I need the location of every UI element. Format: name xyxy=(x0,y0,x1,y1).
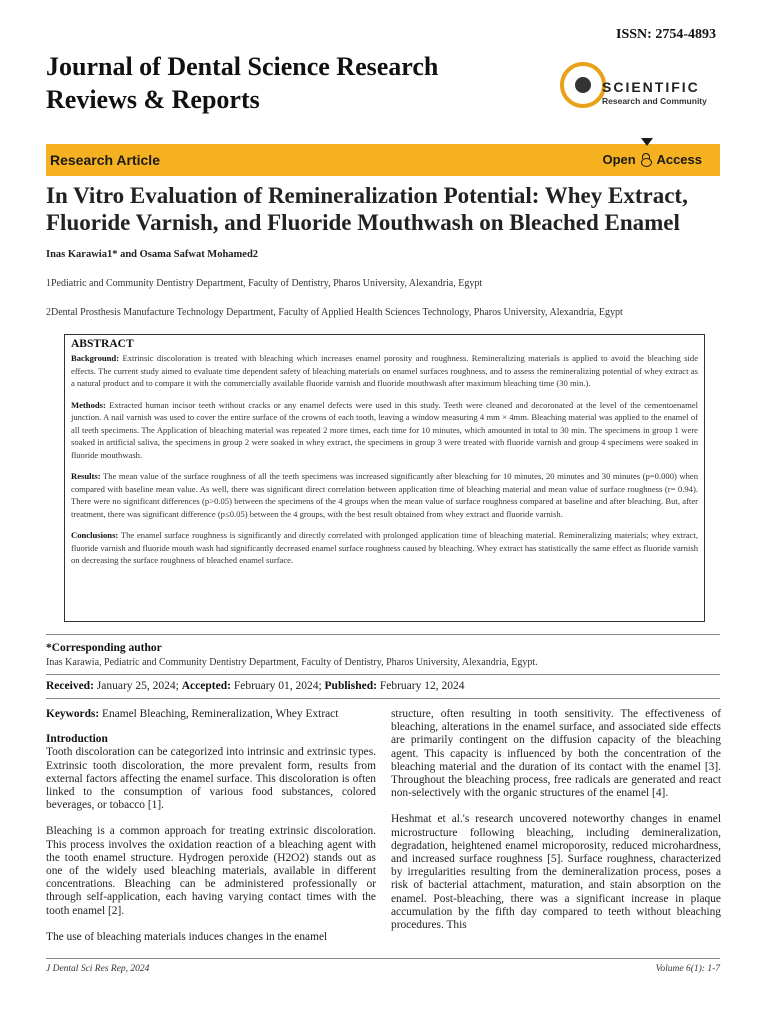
journal-title xyxy=(46,50,438,116)
journal-title-line1: Journal of Dental Science Research xyxy=(46,52,439,81)
published-label: Published: xyxy=(324,680,377,692)
open-label: Open xyxy=(602,152,636,167)
access-label: Access xyxy=(656,152,702,167)
body-paragraph: Heshmat et al.'s research uncovered noteworthy changes in enamel microstructure following bleaching, including demineralization, degradation, heightened enamel microporosity, reduced microhardness, and increased surface roughness [5]. Surface roughness, characterized by irregularities resulting from the demineralization process, poses a risk of bacterial attachment, maturation, and stain absorption on the enamel. Post-bleaching, there was a significant increase in plaque accumulation by the fifth day compared to teeth without bleaching procedures. This xyxy=(391,813,721,932)
divider xyxy=(46,698,720,699)
conclusions-label: Conclusions: xyxy=(71,530,119,540)
abstract-results xyxy=(71,470,698,520)
paper-title: In Vitro Evaluation of Remineralization Potential: Whey Extract, Fluoride Varnish, and Fluoride Mouthwash on Bleached Enamel xyxy=(46,183,688,235)
journal-title-line2: Reviews & Reports xyxy=(46,85,260,114)
logo-subtitle: Research and Community xyxy=(602,96,707,106)
received-label: Received: xyxy=(46,680,94,692)
intro-heading: Introduction xyxy=(46,733,108,746)
results-text: The mean value of the surface roughness of all the teeth specimens was increased significantly after bleaching for 10 minutes, 20 minutes and 30 minutes (p=0.000) when compared with baseline mean value. As well, there was significant direct correlation between application time of bleaching material and mean value of surface roughness (r= 0.94). There were no significant differences (p>0.05) between the specimens of the 4 groups when the mean value of surface roughness compared at baseline and after bleaching. But, after treatment, there was significant difference (p≤0.05) between the 4 groups, with the best result obtained from whey extract and fluoride varnish. xyxy=(71,471,698,519)
open-lock-icon xyxy=(641,153,651,165)
results-label: Results: xyxy=(71,471,101,481)
publisher-logo[interactable] xyxy=(558,60,733,110)
corresponding-text: Inas Karawia, Pediatric and Community Dentistry Department, Faculty of Dentistry, Pharos University, Alexandria, Egypt. xyxy=(46,657,538,668)
body-paragraph: Tooth discoloration can be categorized into intrinsic and extrinsic types. Extrinsic tooth discoloration, the more prevalent form, results from external factors affecting the enamel surface. This discoloration is often linked to the consumption of various food substances, colored beverages, or tobacco [1]. xyxy=(46,746,376,812)
divider xyxy=(46,674,720,675)
logo-name: SCIENTIFIC xyxy=(602,79,700,95)
background-label: Background: xyxy=(71,353,120,363)
methods-text: Extracted human incisor teeth without cracks or any enamel defects were used in this study. Teeth were cleaned and decoronated at the level of the cementoenamel junction. A nail varnish was used to cover the entire surface of the crowns of each tooth, leaving a window measuring 4 mm × 4mm. Bleaching material was applied to the enamel of all teeth specimens. The Application of bleaching material was repeated 2 more times, each time for 10 minutes, which amounted in total to 30 min. The specimens in group 1 were soaked in artificial saliva, the specimens in group 2 were soaked in whey extract, the specimens in group 3 were treated with fluoride varnish and group 4 specimens were soaked in fluoride mouthwash. xyxy=(71,399,698,460)
authors: Inas Karawia1* and Osama Safwat Mohamed2 xyxy=(46,249,259,260)
affiliation-1: 1Pediatric and Community Dentistry Department, Faculty of Dentistry, Pharos University, Alexandria, Egypt xyxy=(46,278,483,289)
body-paragraph: The use of bleaching materials induces changes in the enamel xyxy=(46,930,328,943)
body-paragraph: structure, often resulting in tooth sensitivity. The effectiveness of bleaching, alterations in the enamel surface, and associated side effects are primarily contingent on the diffusion capacity of the bleaching agent. This capacity is influenced by both the concentration of the bleaching material and the duration of its contact with the enamel [3]. Throughout the bleaching process, free radicals are generated and react non-selectively with the organic structures of the enamel [4]. xyxy=(391,708,721,800)
open-access-badge[interactable] xyxy=(602,152,702,167)
abstract-background xyxy=(71,352,698,390)
abstract-box xyxy=(64,334,705,622)
accepted-label: Accepted: xyxy=(181,680,231,692)
keywords xyxy=(46,708,376,721)
keywords-label: Keywords: xyxy=(46,708,100,720)
divider xyxy=(46,958,720,959)
footer-volume: Volume 6(1): 1-7 xyxy=(655,964,720,974)
abstract-heading: ABSTRACT xyxy=(71,338,134,350)
affiliation-2: 2Dental Prosthesis Manufacture Technology Department, Faculty of Applied Health Sciences Technology, Pharos University, Alexandria, Egypt xyxy=(46,307,623,318)
body-paragraph: Bleaching is a common approach for treating extrinsic discoloration. This process involves the oxidation reaction of a bleaching agent with the tooth enamel structure. Hydrogen peroxide (H2O2) stands out as one of the widely used bleaching materials, available in different concentrations. Bleaching can be administered professionally or through self-application, each having varying contact times with the tooth enamel [2]. xyxy=(46,825,376,917)
globe-seal-icon xyxy=(560,62,606,108)
abstract-methods xyxy=(71,399,698,462)
conclusions-text: The enamel surface roughness is significantly and directly correlated with prolonged application time of bleaching material. Remineralizing materials; whey extract, fluoride varnish and fluoride mouth wash had significantly decreased enamel surface roughness caused by bleaching. Whey extract has statistically the same effect as fluoride varnish on decreasing the surface roughness of bleached enamel surface. xyxy=(71,530,698,565)
divider xyxy=(46,634,720,635)
article-type-banner xyxy=(46,144,720,176)
corresponding-heading: *Corresponding author xyxy=(46,642,162,654)
methods-label: Methods: xyxy=(71,399,106,410)
abstract-conclusions xyxy=(71,529,698,567)
body-column-right xyxy=(391,708,721,945)
received-date: January 25, 2024; xyxy=(96,680,179,692)
accepted-date: February 01, 2024; xyxy=(233,680,322,692)
body-column-left xyxy=(46,708,376,957)
issn: ISSN: 2754-4893 xyxy=(616,27,716,42)
publication-dates xyxy=(46,680,464,692)
bookmark-tick-icon xyxy=(641,138,653,146)
published-date: February 12, 2024 xyxy=(379,680,465,692)
keywords-text: Enamel Bleaching, Remineralization, Whey Extract xyxy=(102,708,339,720)
background-text: Extrinsic discoloration is treated with bleaching which increases enamel porosity and roughness. Remineralizing materials is applied to avoid the bleaching side effects. The current study aimed to evaluate time dependent safety of bleaching materials on enamel surfaces roughness, and to assess the remineralizing potential of whey extract as a natural product and to compare it with the commercially available fluoride varnish and fluoride mouthwash after maximum bleaching time (30 min.). xyxy=(71,353,699,388)
article-type: Research Article xyxy=(50,152,160,168)
footer-citation: J Dental Sci Res Rep, 2024 xyxy=(46,964,150,974)
